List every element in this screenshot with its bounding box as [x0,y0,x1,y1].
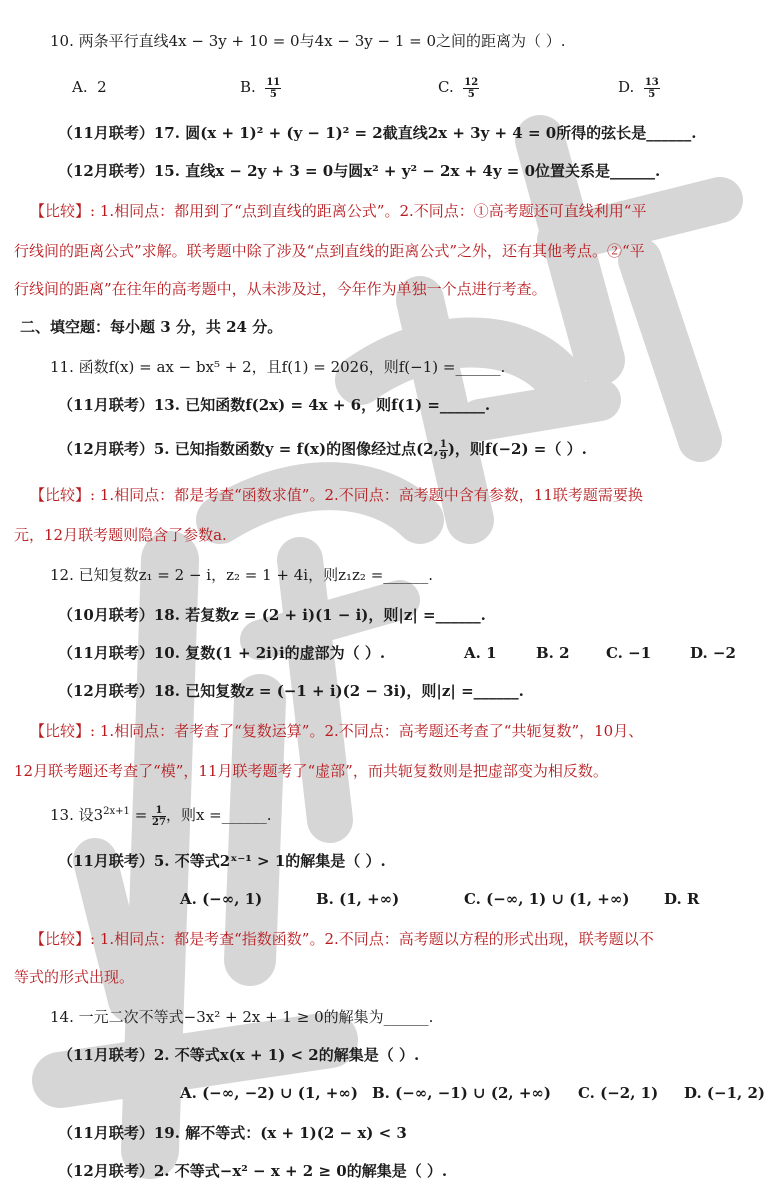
q12-option-a: A. 1 [464,644,497,662]
q12-related-nov: （11月联考）10. 复数(1 + 2i)i的虚部为（ ）. [58,644,386,662]
q13-option-c: C. (−∞, 1) ∪ (1, +∞) [464,890,630,908]
q10-compare-line-3: 行线间的距离”在往年的高考题中，从未涉及过，今年作为单独一个点进行考查。 [14,280,547,298]
section-heading-fill-blank: 二、填空题：每小题 3 分，共 24 分。 [20,318,283,336]
question-12-stem: 12. 已知复数z₁ = 2 − i，z₂ = 1 + 4i，则z₁z₂ =______. [50,566,434,584]
option-d: D. $\frac{13}{5}$ [618,76,659,100]
q11-compare-line-2: 元，12月联考题则隐含了参数a. [14,526,227,544]
q14-option-b: B. (−∞, −1) ∪ (2, +∞) [372,1084,551,1102]
q14-option-c: C. (−2, 1) [578,1084,659,1102]
q12-option-c: C. −1 [606,644,652,662]
option-b: B. $\frac{11}{5}$ [240,76,281,100]
option-a: A. 2 [72,78,107,96]
q11-related-dec: （12月联考）5. 已知指数函数y = f(x)的图像经过点(2, $\frac{1}{9}$ )，则f(−2) =（ ）. [58,438,587,462]
q13-compare-line-2: 等式的形式出现。 [14,968,135,986]
q10-compare-line-1: 【比较】: 1.相同点：都用到了“点到直线的距离公式”。2.不同点：①高考题还可直线利用“平 [30,202,647,220]
q14-related-dec: （12月联考）2. 不等式−x² − x + 2 ≥ 0的解集是（ ）. [58,1162,448,1180]
q11-compare-line-1: 【比较】: 1.相同点：都是考查“函数求值”。2.不同点：高考题中含有参数，11联考题需要换 [30,486,643,504]
q14-option-a: A. (−∞, −2) ∪ (1, +∞) [180,1084,358,1102]
q14-option-d: D. (−1, 2) [684,1084,765,1102]
q10-related-nov: （11月联考）17. 圆(x + 1)² + (y − 1)² = 2截直线2x + 3y + 4 = 0所得的弦长是______. [58,124,697,142]
question-13-stem: 13. 设$3^{2x+1}$ = $\frac{1}{27}$ ，则x =______. [50,804,272,828]
question-11-stem: 11. 函数f(x) = ax − bx⁵ + 2，且f(1) = 2026，则f(−1) =______. [50,358,506,376]
q12-compare-line-1: 【比较】: 1.相同点：者考查了“复数运算”。2.不同点：高考题还考查了“共轭复数”，10月、 [30,722,644,740]
q13-option-a: A. (−∞, 1) [180,890,263,908]
q12-related-oct: （10月联考）18. 若复数z = (2 + i)(1 − i)，则|z| =______. [58,606,486,624]
q13-related-nov: （11月联考）5. 不等式2ˣ⁻¹ > 1的解集是（ ）. [58,852,386,870]
question-10-stem: 10. 两条平行直线4x − 3y + 10 = 0与4x − 3y − 1 = 0之间的距离为（ ）. [50,32,566,50]
q13-compare-line-1: 【比较】: 1.相同点：都是考查“指数函数”。2.不同点：高考题以方程的形式出现，联考题以不 [30,930,654,948]
q12-option-b: B. 2 [536,644,570,662]
q13-option-d: D. R [664,890,700,908]
question-10-options [0,76,777,100]
q13-option-b: B. (1, +∞) [316,890,400,908]
q11-related-nov: （11月联考）13. 已知函数f(2x) = 4x + 6，则f(1) =______. [58,396,491,414]
q14-related-nov-2: （11月联考）19. 解不等式：(x + 1)(2 − x) < 3 [58,1124,407,1142]
q14-related-nov-1: （11月联考）2. 不等式x(x + 1) < 2的解集是（ ）. [58,1046,420,1064]
q10-related-dec: （12月联考）15. 直线x − 2y + 3 = 0与圆x² + y² − 2x + 4y = 0位置关系是______. [58,162,661,180]
q12-related-dec: （12月联考）18. 已知复数z = (−1 + i)(2 − 3i)，则|z| =______. [58,682,524,700]
q12-option-d: D. −2 [690,644,736,662]
q12-compare-line-2: 12月联考题还考查了“模”，11月联考题考了“虚部”，而共轭复数则是把虚部变为相反数。 [14,762,608,780]
q10-compare-line-2: 行线间的距离公式”求解。联考题中除了涉及“点到直线的距离公式”之外，还有其他考点。②“平 [14,242,645,260]
question-14-stem: 14. 一元二次不等式−3x² + 2x + 1 ≥ 0的解集为______. [50,1008,434,1026]
option-c: C. $\frac{12}{5}$ [438,76,479,100]
